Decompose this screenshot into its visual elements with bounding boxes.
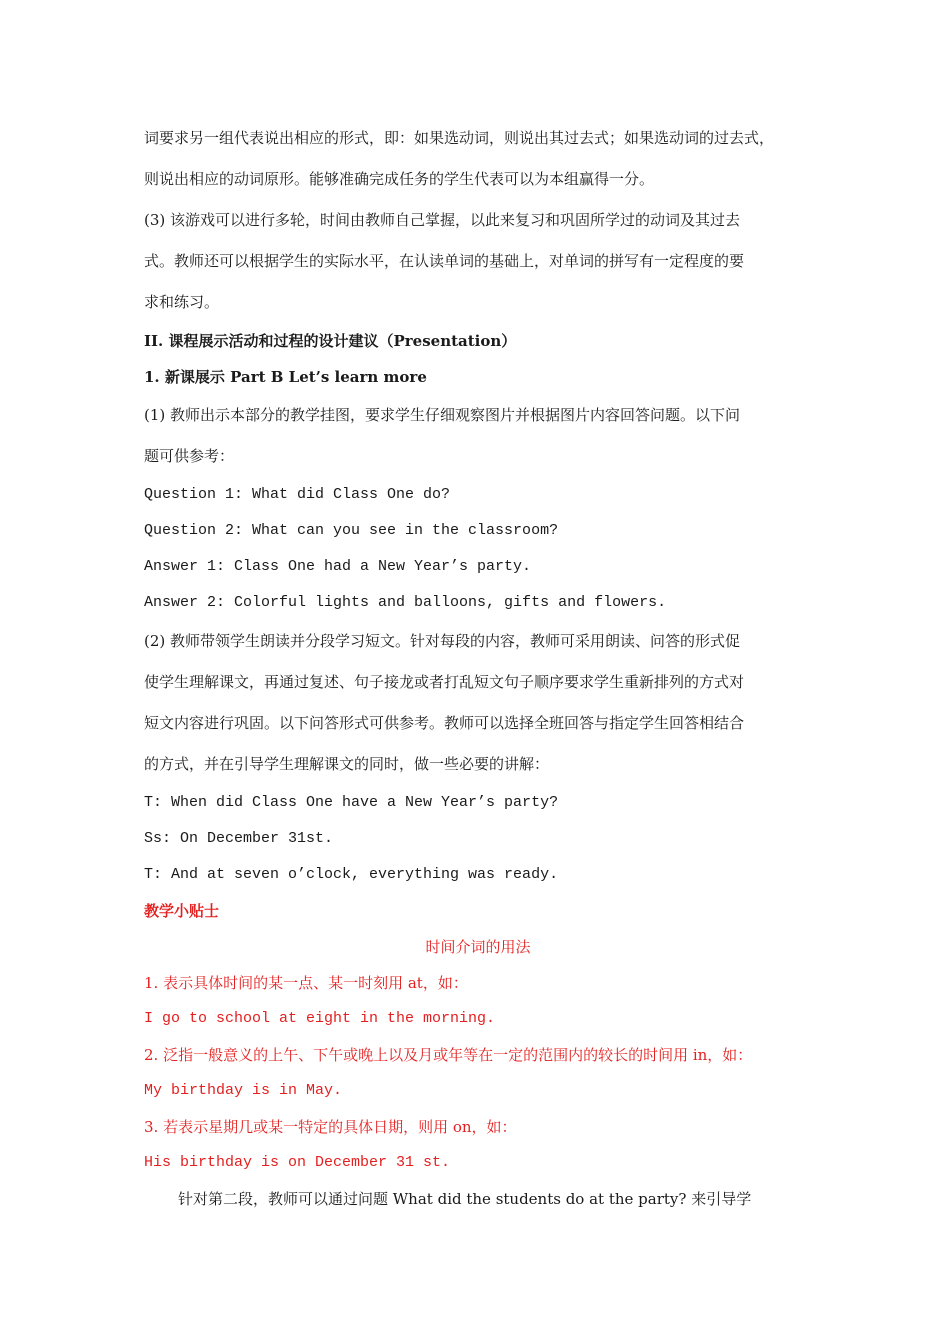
document-page [144, 118, 812, 1217]
tips-title: 时间介词的用法 [425, 938, 531, 956]
tip-example: His birthday is on December 31 st. [144, 1154, 451, 1171]
paragraph-line: (1) 教师出示本部分的教学挂图，要求学生仔细观察图片并根据图片内容回答问题。以下问 [144, 406, 741, 424]
question-line: Question 1: What did Class One do? [144, 486, 451, 503]
tip-rule: 1. 表示具体时间的某一点、某一时刻用 at，如： [144, 974, 468, 992]
tip-example: I go to school at eight in the morning. [144, 1010, 496, 1027]
dialogue-line: T: And at seven o’clock, everything was ready. [144, 866, 559, 883]
tips-heading: 教学小贴士 [144, 902, 220, 920]
paragraph-line: 短文内容进行巩固。以下问答形式可供参考。教师可以选择全班回答与指定学生回答相结合 [144, 714, 745, 732]
paragraph-line: 使学生理解课文，再通过复述、句子接龙或者打乱短文句子顺序要求学生重新排列的方式对 [144, 673, 745, 691]
section-heading: II. 课程展示活动和过程的设计建议（Presentation） [144, 332, 517, 350]
paragraph-line: 则说出相应的动词原形。能够准确完成任务的学生代表可以为本组赢得一分。 [144, 170, 655, 188]
dialogue-line: T: When did Class One have a New Year’s party? [144, 794, 559, 811]
paragraph-line: (2) 教师带领学生朗读并分段学习短文。针对每段的内容，教师可采用朗读、问答的形式促 [144, 632, 741, 650]
paragraph-line: 求和练习。 [144, 293, 220, 311]
sub-heading: 1. 新课展示 Part B Let’s learn more [144, 368, 427, 386]
tip-rule: 2. 泛指一般意义的上午、下午或晚上以及月或年等在一定的范围内的较长的时间用 in，如： [144, 1046, 753, 1064]
answer-line: Answer 2: Colorful lights and balloons, gifts and flowers. [144, 594, 667, 611]
dialogue-line: Ss: On December 31st. [144, 830, 334, 847]
paragraph-line: (3) 该游戏可以进行多轮，时间由教师自己掌握，以此来复习和巩固所学过的动词及其过去 [144, 211, 741, 229]
tip-example: My birthday is in May. [144, 1082, 343, 1099]
paragraph-line: 题可供参考： [144, 447, 235, 465]
paragraph-line: 词要求另一组代表说出相应的形式，即：如果选动词，则说出其过去式；如果选动词的过去式， [144, 129, 775, 147]
tip-rule: 3. 若表示星期几或某一特定的具体日期，则用 on，如： [144, 1118, 517, 1136]
paragraph-line: 式。教师还可以根据学生的实际水平，在认读单词的基础上，对单词的拼写有一定程度的要 [144, 252, 745, 270]
question-line: Question 2: What can you see in the classroom? [144, 522, 559, 539]
paragraph-line: 的方式，并在引导学生理解课文的同时，做一些必要的讲解： [144, 755, 550, 773]
closing-paragraph: 针对第二段，教师可以通过问题 What did the students do at the party? 来引导学 [178, 1190, 752, 1208]
answer-line: Answer 1: Class One had a New Year’s party. [144, 558, 532, 575]
